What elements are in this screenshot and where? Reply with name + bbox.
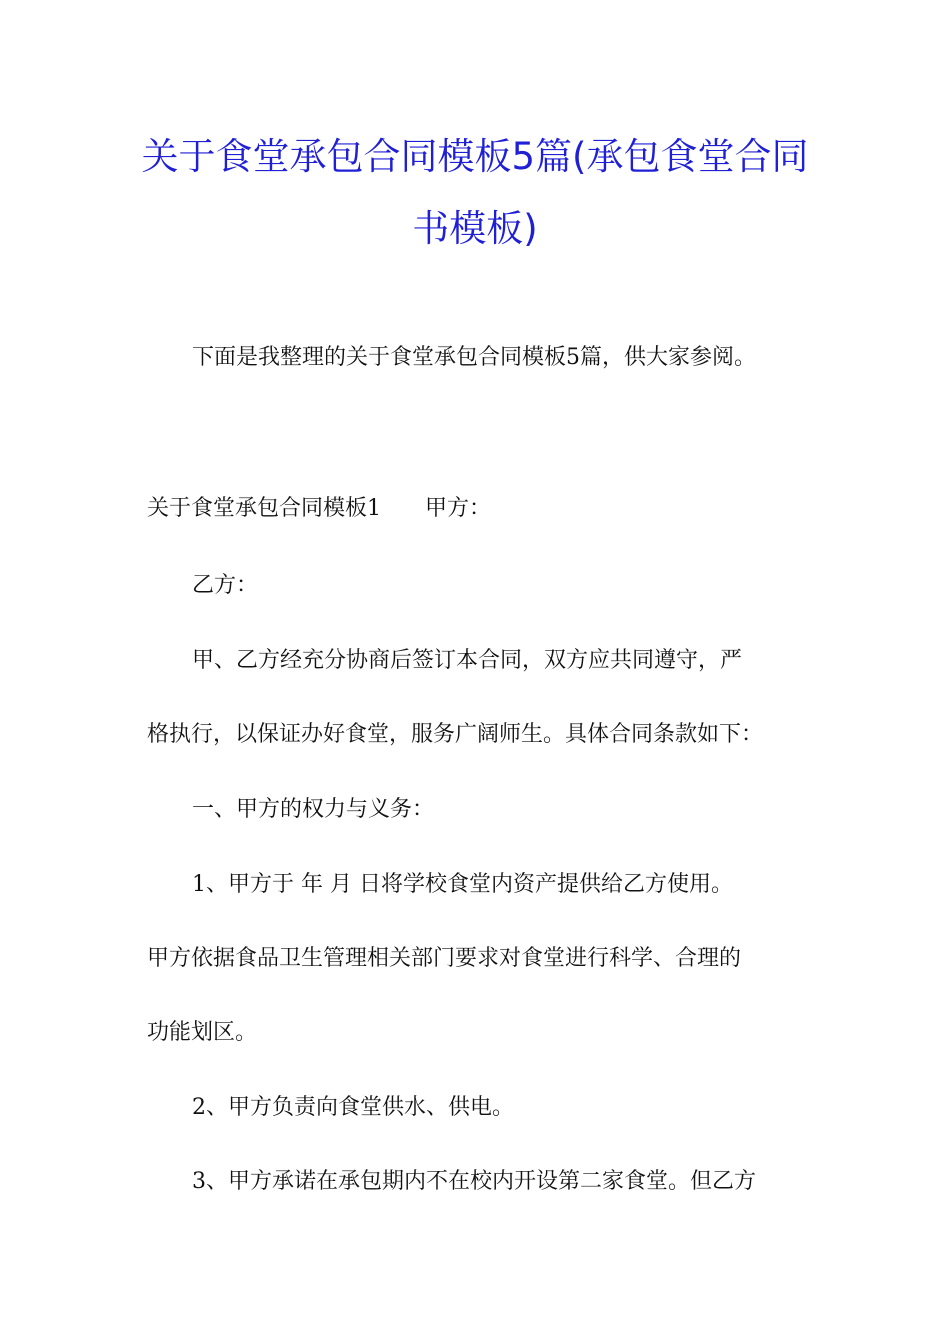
paragraph-1-line-2: 格执行，以保证办好食堂，服务广阔师生。具体合同条款如下： <box>147 722 764 747</box>
document-title-line-2: 书模板) <box>412 207 538 250</box>
item-1-line-2: 甲方依据食品卫生管理相关部门要求对食堂进行科学、合理的 <box>147 946 742 971</box>
item-2: 2、甲方负责向食堂供水、供电。 <box>192 1095 514 1120</box>
document-title-line-1: 关于食堂承包合同模板5篇(承包食堂合同 <box>141 135 809 178</box>
party-b-label: 乙方： <box>192 573 259 598</box>
party-a-label: 甲方： <box>425 496 492 521</box>
item-1-line-1: 1、甲方于 年 月 日将学校食堂内资产提供给乙方使用。 <box>192 872 733 897</box>
paragraph-1-line-1: 甲、乙方经充分协商后签订本合同，双方应共同遵守，严 <box>192 648 743 673</box>
intro-paragraph: 下面是我整理的关于食堂承包合同模板5篇，供大家参阅。 <box>192 345 756 370</box>
clause-heading: 一、甲方的权力与义务： <box>192 797 435 822</box>
section-heading-row <box>147 498 817 520</box>
item-1-line-3: 功能划区。 <box>147 1020 258 1045</box>
section-heading: 关于食堂承包合同模板1 <box>147 496 381 521</box>
item-3-line-1: 3、甲方承诺在承包期内不在校内开设第二家食堂。但乙方 <box>192 1169 756 1194</box>
